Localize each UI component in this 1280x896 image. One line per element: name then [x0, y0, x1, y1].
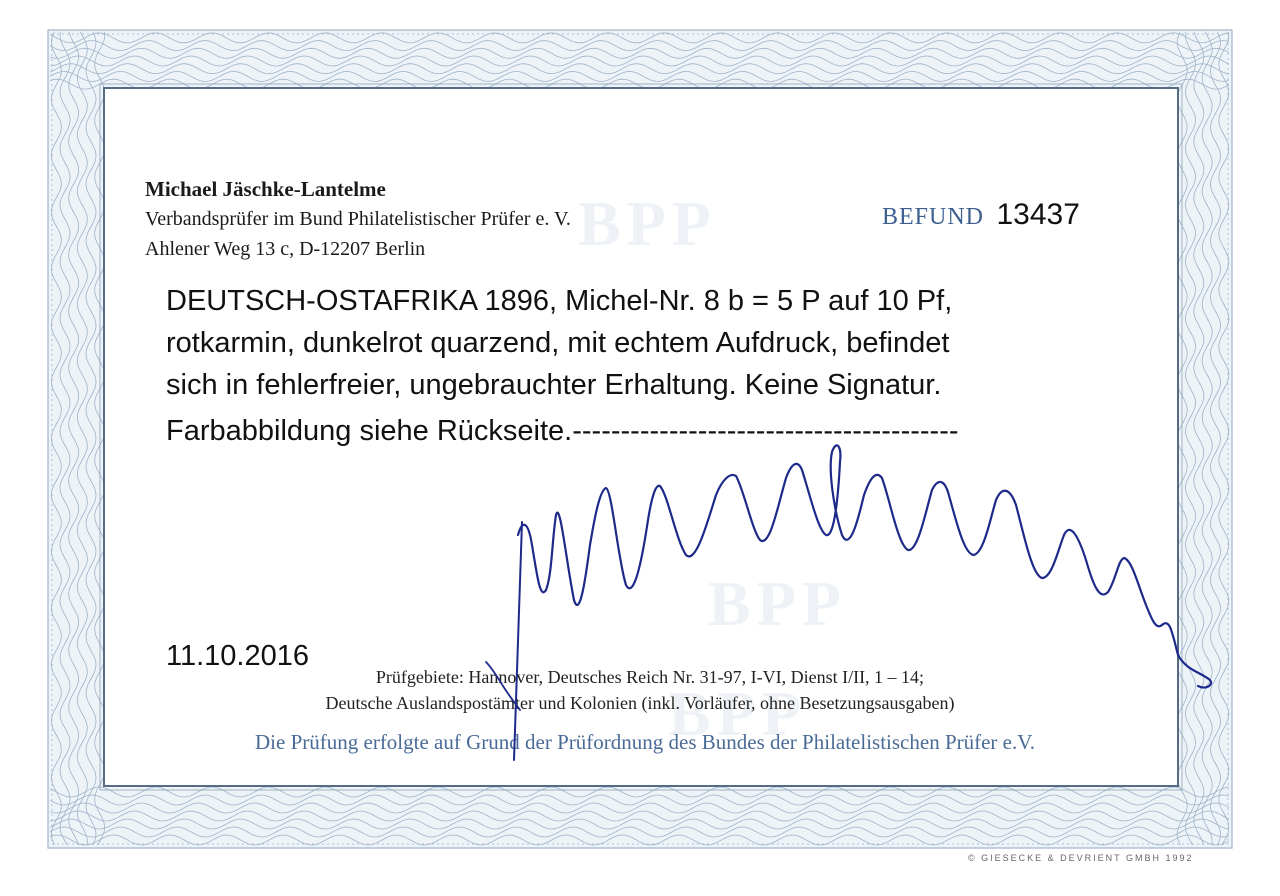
- stamp-description: [166, 280, 1126, 406]
- befund-header: [882, 198, 1080, 232]
- befund-number: 13437: [996, 198, 1080, 231]
- description-line: DEUTSCH-OSTAFRIKA 1896, Michel-Nr. 8 b = 5 P auf 10 Pf,: [166, 285, 953, 317]
- color-image-note: Farbabbildung siehe Rückseite.----------------------------------------: [166, 415, 959, 447]
- examiner-title: Verbandsprüfer im Bund Philatelistischer Prüfer e. V.: [145, 208, 571, 230]
- examiner-name: Michael Jäschke-Lantelme: [145, 177, 386, 201]
- bpp-watermark: BPP: [578, 188, 717, 259]
- description-line: sich in fehlerfreier, ungebrauchter Erhaltung. Keine Signatur.: [166, 369, 942, 401]
- examination-areas-line: Deutsche Auslandspostämter und Kolonien (inkl. Vorläufer, ohne Besetzungsausgaben): [325, 693, 955, 713]
- examination-areas: [200, 664, 1080, 716]
- examination-rules-note: Die Prüfung erfolgte auf Grund der Prüfordnung des Bundes der Philatelistischen Prüfer e.V.: [255, 730, 1035, 754]
- examiner-address: Ahlener Weg 13 c, D-12207 Berlin: [145, 238, 426, 260]
- printer-credit: © GIESECKE & DEVRIENT GMBH 1992: [968, 853, 1194, 863]
- bpp-watermark: BPP: [708, 568, 847, 639]
- certificate-date: 11.10.2016: [166, 640, 309, 672]
- examiner-block: [145, 174, 571, 264]
- description-line: rotkarmin, dunkelrot quarzend, mit echtem Aufdruck, befindet: [166, 327, 950, 359]
- examination-areas-line: Prüfgebiete: Hannover, Deutsches Reich Nr. 31-97, I-VI, Dienst I/II, 1 – 14;: [375, 667, 925, 687]
- bpp-watermark: BPP: [668, 678, 807, 749]
- befund-label: BEFUND: [882, 204, 985, 230]
